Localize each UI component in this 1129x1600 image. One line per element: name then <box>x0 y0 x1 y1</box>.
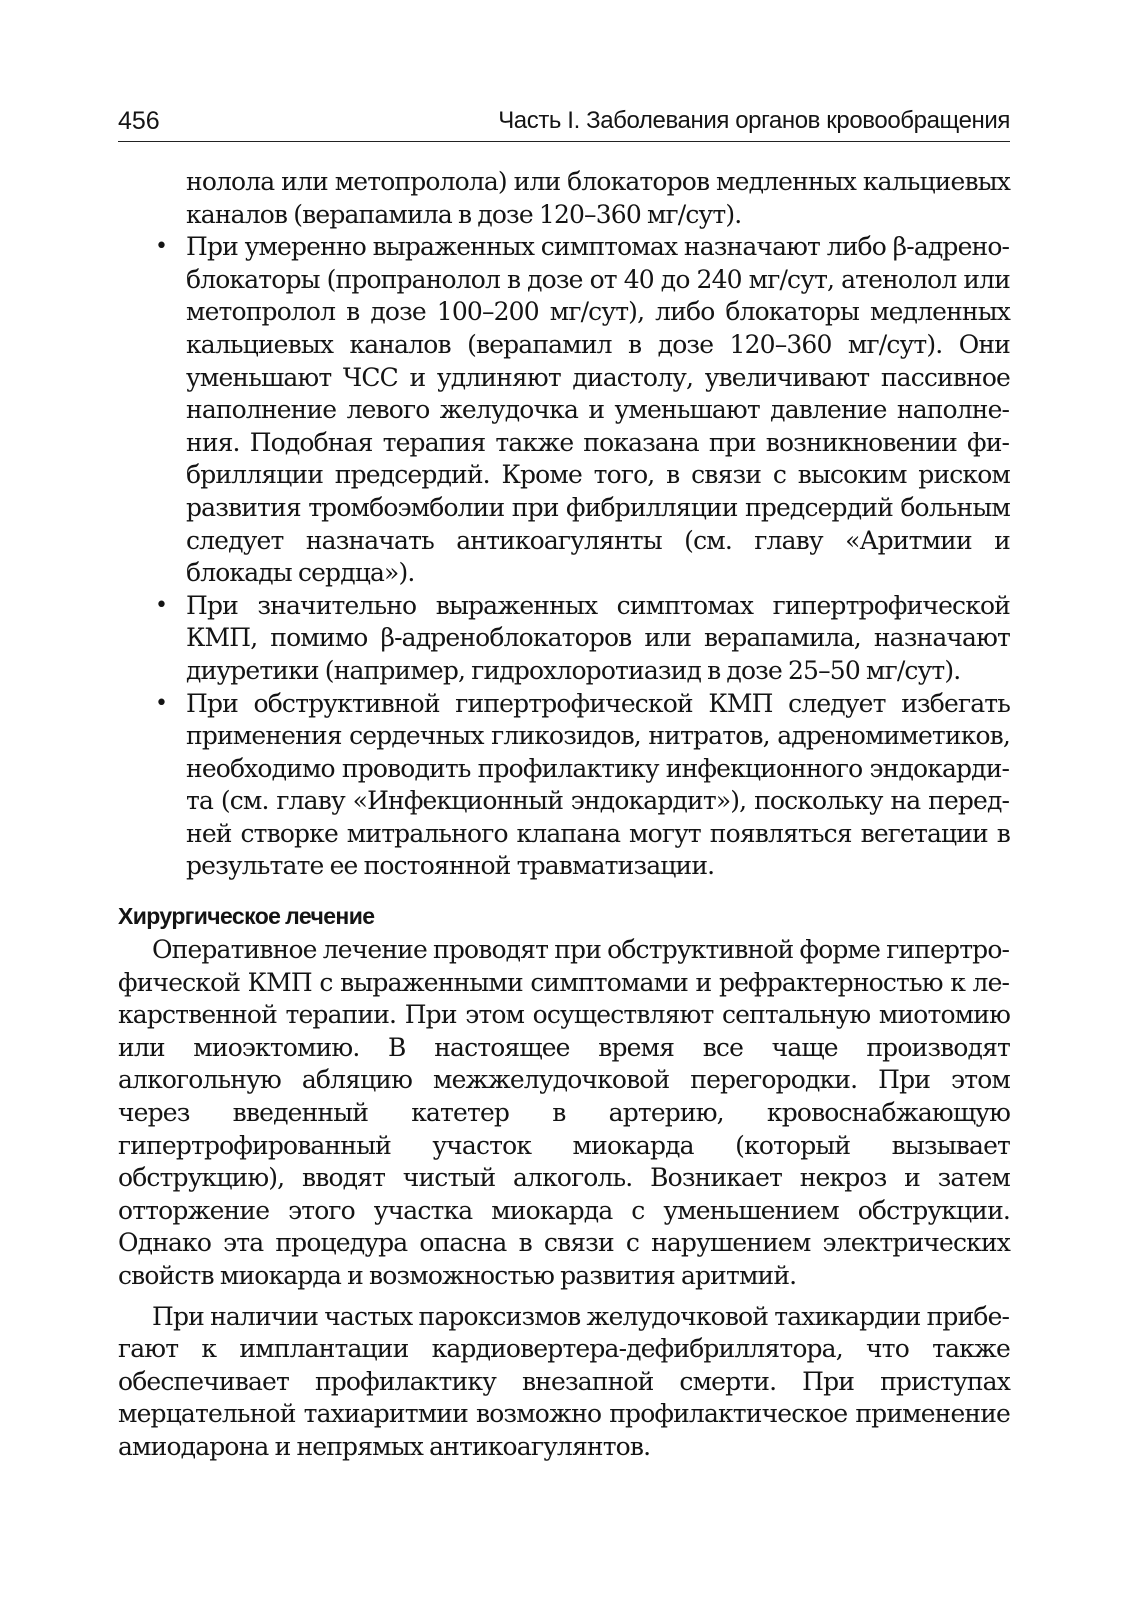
paragraph: При наличии частых пароксизмов желудочковой тахикардии прибегают к имплантации кардиовертера-дефибриллятора, что также обеспечивает профилактику внезапной смерти. При приступах мерцательной тахиаритмии возможно профилактическое применение амиодарона и непрямых антикоагулянтов. <box>118 1301 1010 1461</box>
bullet-marker: • <box>155 234 168 260</box>
continued-text: нолола или метопролола) или блокаторов медленных кальциевых каналов (верапамила в дозе 120–360 мг/сут). <box>186 167 1010 229</box>
bullet-text: При умеренно выраженных симптомах назначают либо β-адреноблокаторы (пропранолол в дозе от 40 до 240 мг/сут, атенолол или метопролол в дозе 100–200 мг/сут), либо блокаторы медленных кальциевых каналов (верапамил в дозе 120–360 мг/сут). Они уменьшают ЧСС и удлиняют диастолу, увеличивают пассивное наполнение левого желудочка и уменьшают давление наполнения. Подобная терапия также показана при возникновении фибрилляции предсердий. Кроме того, в связи с высоким риском развития тромбоэмболии при фибрилляции предсердий больным следует назначать антикоагулянты (см. главу «Аритмии и блокады сердца»). <box>186 232 1010 588</box>
bullet-text: При значительно выраженных симптомах гипертрофической КМП, помимо β-адреноблокаторов или верапамила, назначают диуретики (например, гидрохлоротиазид в дозе 25–50 мг/сут). <box>186 590 1010 685</box>
bullet-item <box>118 688 1010 884</box>
treatment-bullet-list <box>118 231 1010 883</box>
section-heading: Хирургическое лечение <box>118 903 375 930</box>
running-header <box>118 104 1010 142</box>
chapter-title: Часть I. Заболевания органов кровообращения <box>498 107 1010 134</box>
page-number: 456 <box>118 107 160 135</box>
bullet-text: При обструктивной гипертрофической КМП следует избегать применения сердечных гликозидов, нитратов, адреномиметиков, необходимо проводить профилактику инфекционного эндокардита (см. главу «Инфекционный эндокардит»), поскольку на передней створке митрального клапана могут появляться вегетации в результате ее постоянной травматизации. <box>186 688 1010 881</box>
bullet-item <box>118 590 1010 688</box>
book-page <box>118 104 1010 1464</box>
page-body <box>118 166 1010 1464</box>
bullet-item <box>118 231 1010 590</box>
paragraph: Оперативное лечение проводят при обструктивной форме гипертрофической КМП с выраженными симптомами и рефрактерностью к лекарственной терапии. При этом осуществляют септальную миотомию или миоэктомию. В настоящее время все чаще производят алкогольную абляцию межжелудочковой перегородки. При этом через введенный катетер в артерию, кровоснабжающую гипертрофированный участок миокарда (который вызывает обструкцию), вводят чистый алкоголь. Возникает некроз и затем отторжение этого участка миокарда с уменьшением обструкции. Однако эта процедура опасна в связи с нарушением электрических свойств миокарда и возможностью развития аритмий. <box>118 935 1010 1290</box>
bullet-marker: • <box>155 592 168 618</box>
bullet-marker: • <box>155 690 168 716</box>
